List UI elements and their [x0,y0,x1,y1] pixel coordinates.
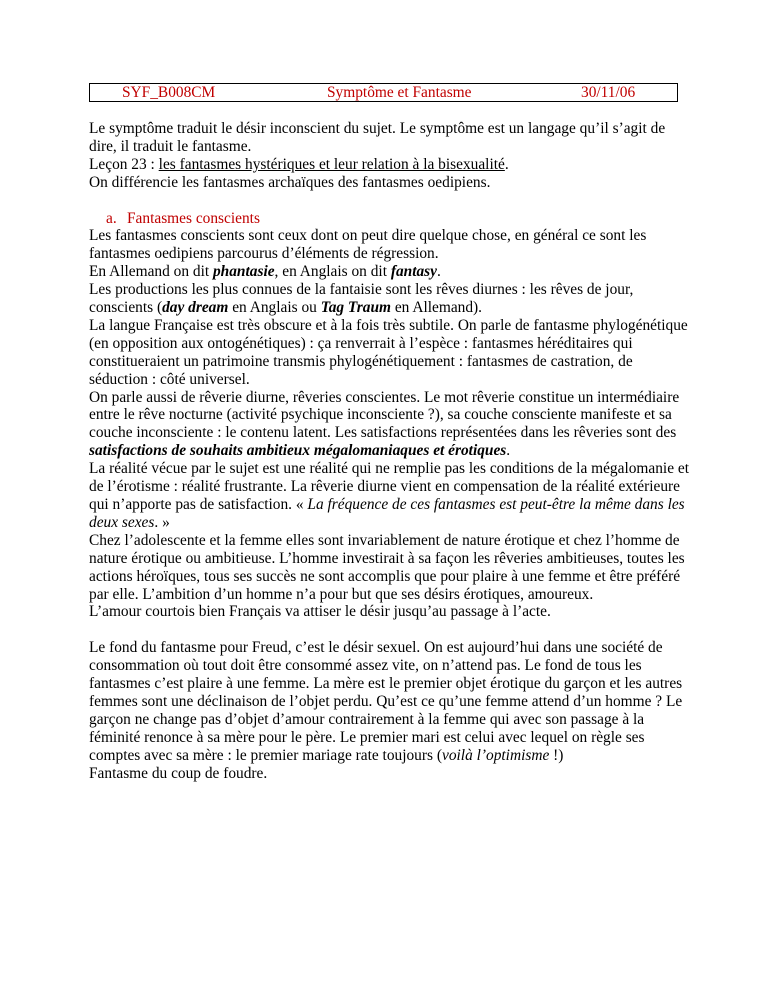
quote-frequency: La fréquence de ces fantasmes est peut-être la même dans les deux sexes [89,496,685,531]
intro-differentiation: On différencie les fantasmes archaïques des fantasmes oedipiens. [89,173,491,191]
paragraph-phylogenetic: La langue Française est très obscure et à la fois très subtile. On parle de fantasme phylogénétique (en opposition aux ontogénétiques) : ça renverrait à l’espèce : fantasmes héréditaires qui constitueraient un patrimoine transmis phylogénétiquement : fantasmes de castration, de séduction : côté universel. [89,316,688,388]
section-number: a. [106,209,117,227]
header-code: SYF_B008CM [122,84,216,101]
text-span: , en Anglais on dit [274,263,391,281]
term-phantasie: phantasie [212,263,275,281]
paragraph-courtly-love: L’amour courtois bien Français va attiser le désir jusqu’au passage à l’acte. [89,603,551,621]
header-title: Symptôme et Fantasme [327,84,472,101]
document-body [89,120,689,783]
section-heading-text: Fantasmes conscients [127,209,260,227]
emphasis-optimism: voilà l’optimisme [441,746,550,764]
document-header [89,83,678,102]
text-span: . » [154,513,170,531]
lesson-title: les fantasmes hystériques et leur relation à la bisexualité [158,155,505,173]
text-span: en Anglais ou [228,299,321,317]
text-span: En Allemand on dit [89,263,213,281]
text-span: !) [549,746,564,764]
term-fantasy: fantasy [390,263,438,281]
paragraph-coup-de-foudre: Fantasme du coup de foudre. [89,764,268,782]
paragraph-conscious-definition: Les fantasmes conscients sont ceux dont on peut dire quelque chose, en général ce sont les fantasmes oedipiens parcourus d’éléments de régression. [89,227,647,263]
text-span: La réalité vécue par le sujet est une réalité qui ne remplie pas les conditions de la mégalomanie et de l’érotisme : réalité frustrante. La rêverie diurne vient en compensation de la réalité extérieure qui n’apporte pas de satisfaction. « [89,460,689,514]
text-span: Les productions les plus connues de la fantaisie sont les rêves diurnes : les rêves de jour, conscients ( [89,281,634,317]
intro-paragraph: Le symptôme traduit le désir inconscient du sujet. Le symptôme est un langage qu’il s’agit de dire, il traduit le fantasme. [89,120,666,155]
term-day-dream: day dream [162,299,229,317]
paragraph-freud [89,639,689,764]
paragraph-reality [89,460,689,532]
text-span: . [437,263,441,281]
lesson-suffix: . [504,155,509,173]
lesson-prefix: Leçon 23 : [89,155,159,173]
emphasis-satisfactions: satisfactions de souhaits ambitieux mégalomaniaques et érotiques [89,442,507,460]
paragraph-reverie [89,389,689,461]
text-span: Le fond du fantasme pour Freud, c’est le désir sexuel. On est aujourd’hui dans une société de consommation où tout doit être consommé assez vite, on n’attend pas. Le fond de tous les fantasmes c’est plaire à une femme. La mère est le premier objet érotique du garçon et les autres femmes sont une déclinaison de l’objet perdu. Qu’est ce qu’une femme attend d’un homme ? Le garçon ne change pas d’objet d’amour contrairement à la femme qui avec son passage à la féminité renonce à sa mère pour le père. Le premier mari est celui avec lequel on règle ses comptes avec sa mère : le premier mariage rate toujours ( [89,639,683,764]
text-span: . [506,442,511,460]
section-heading-conscious [89,210,689,228]
text-span: en Allemand). [390,299,483,317]
text-span: On parle aussi de rêverie diurne, rêveries conscientes. Le mot rêverie constitue un intermédiaire entre le rêve nocturne (activité psychique inconsciente ?), sa couche consciente manifeste et sa couche inconsciente : le contenu latent. Les satisfactions représentées dans les rêveries sont des [89,388,680,442]
paragraph-daydreams [89,281,689,317]
paragraph-languages [89,263,689,281]
term-tag-traum: Tag Traum [320,299,391,317]
lesson-line [89,156,689,174]
header-date: 30/11/06 [581,84,636,101]
paragraph-adolescent: Chez l’adolescente et la femme elles sont invariablement de nature érotique et chez l’homme de nature érotique ou ambitieuse. L’homme investirait à sa façon les rêveries ambitieuses, toutes les actions héroïques, tous ses succès ne sont accomplis que pour plaire à une femme et être préféré par elle. L’ambition d’un homme n’a pour but que ses désirs érotiques, amoureux. [89,531,685,603]
